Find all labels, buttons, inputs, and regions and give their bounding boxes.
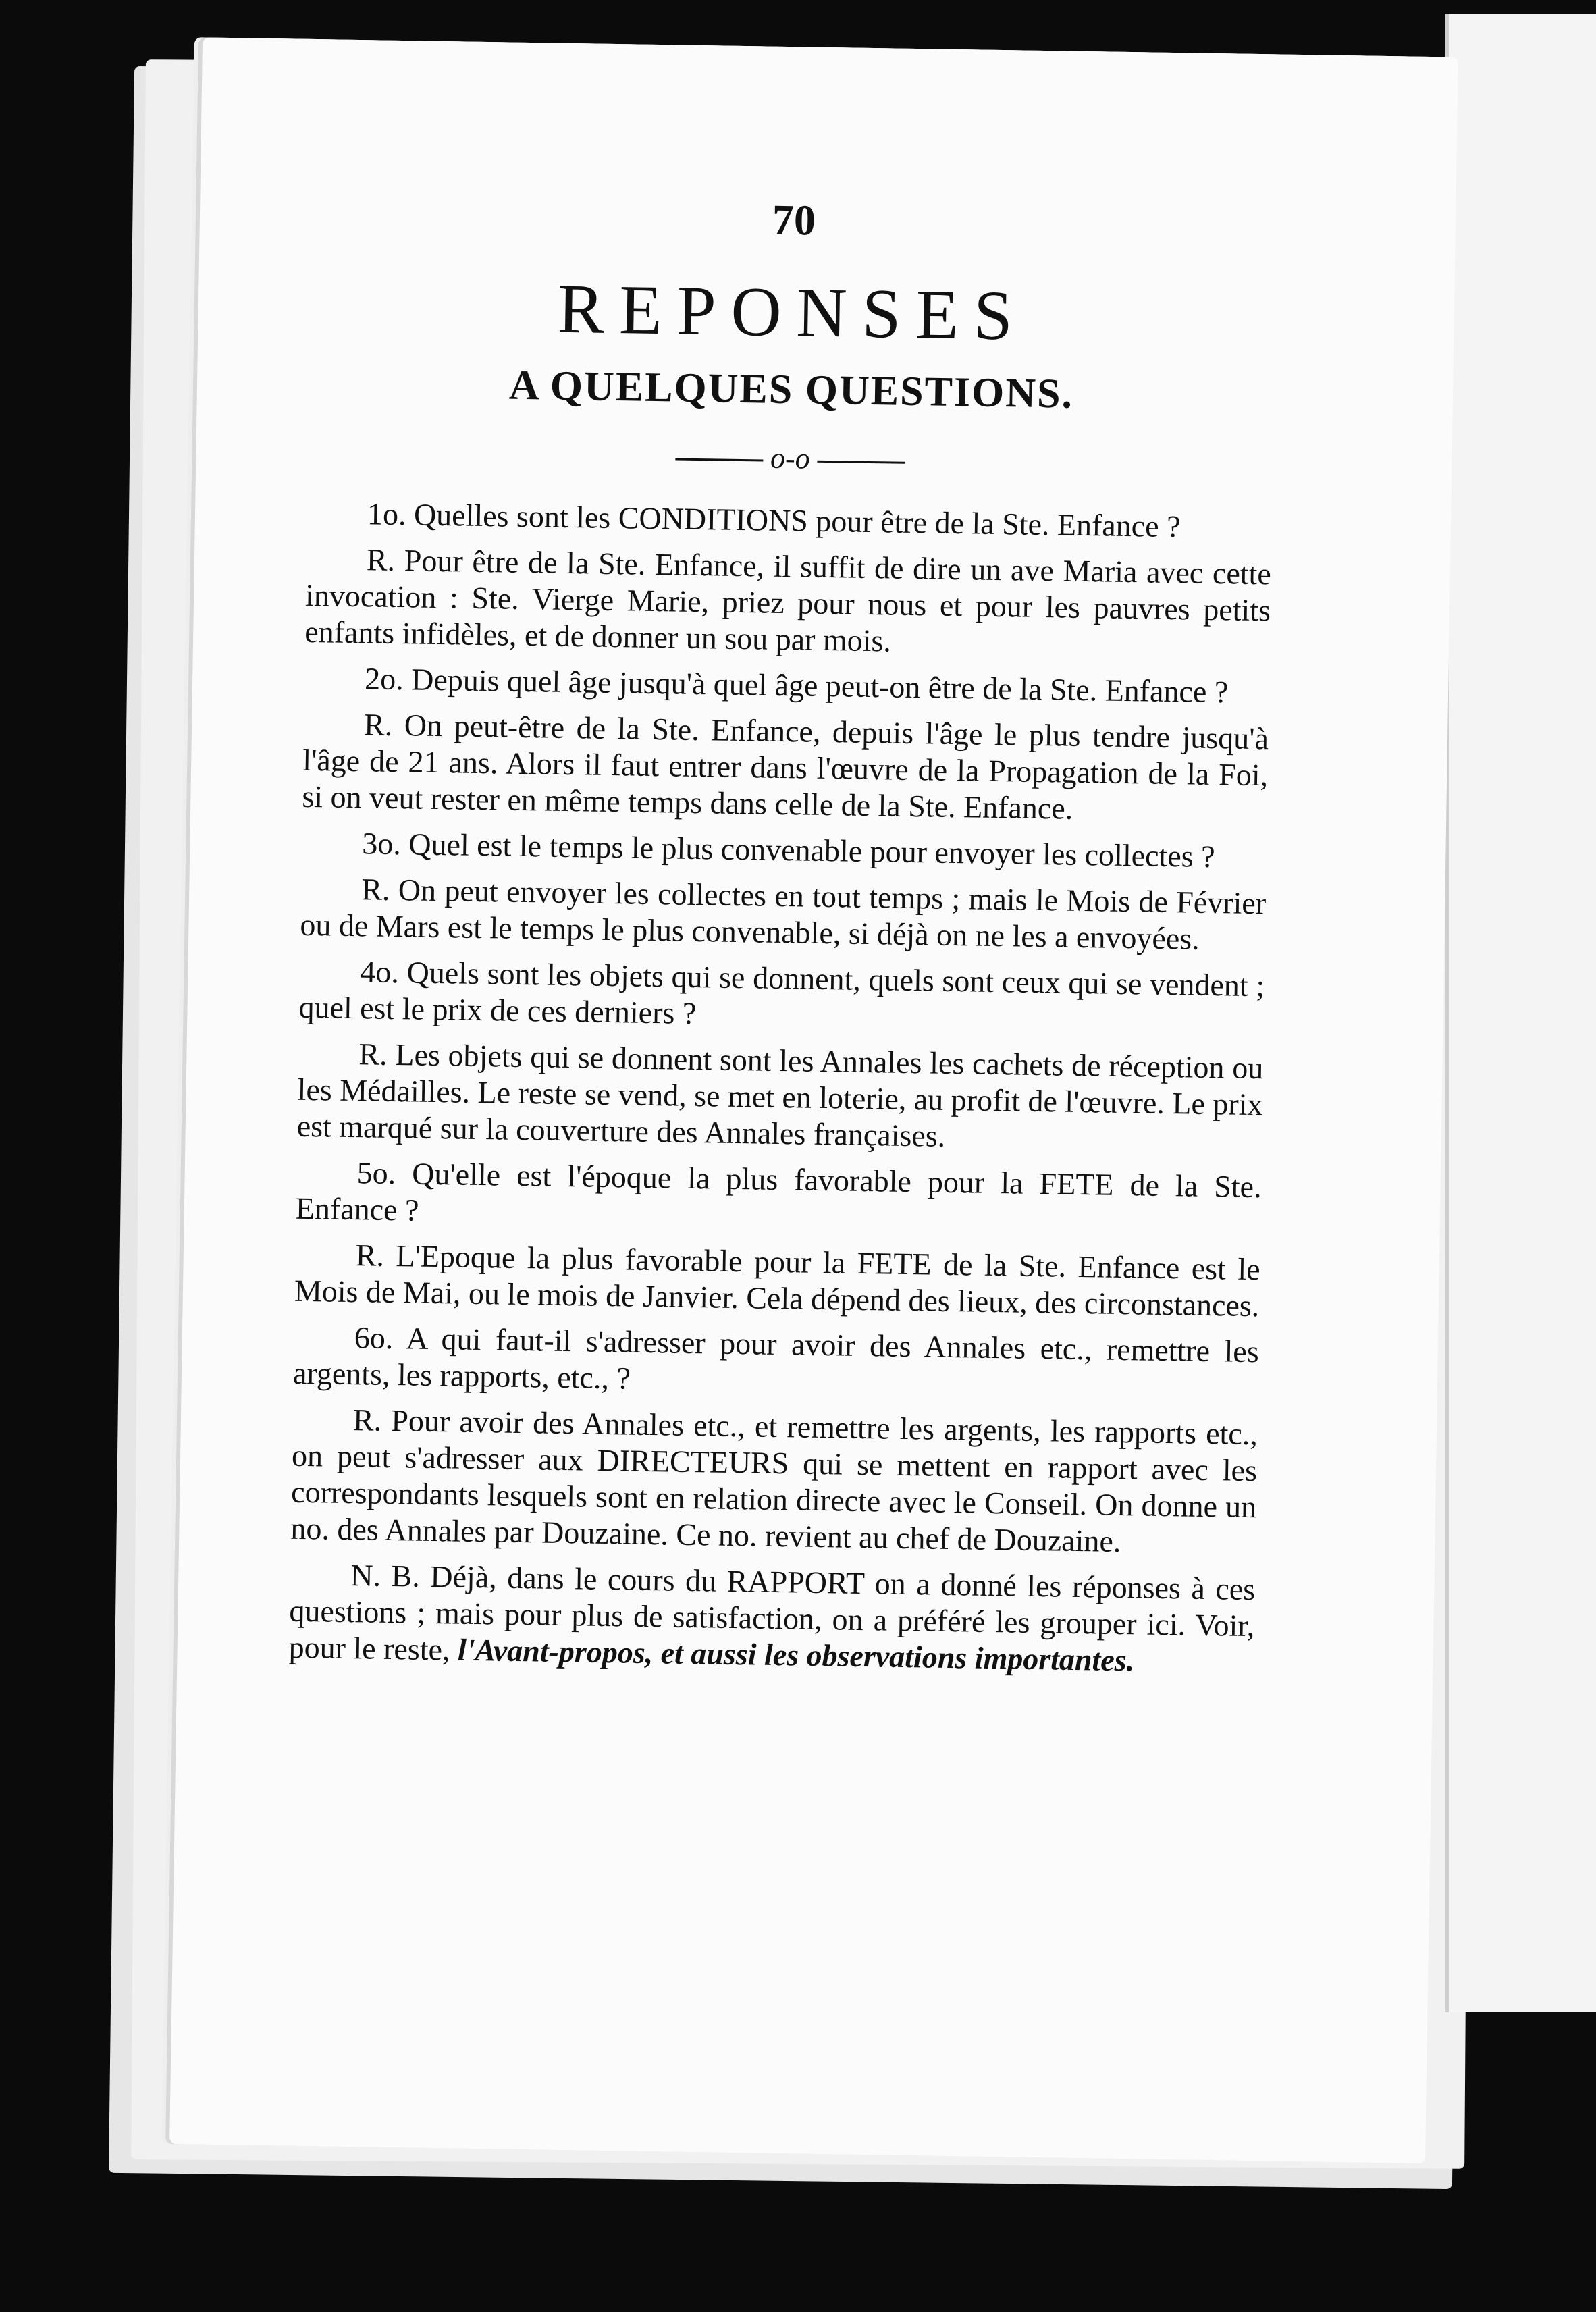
facing-page-edge: [1445, 14, 1596, 2012]
question-4: 4o. Quels sont les objets qui se donnent, quels sont ceux qui se vendent ; quel est le prix de ces derniers ?: [298, 954, 1265, 1031]
section-divider: [307, 434, 1273, 483]
page-title: REPONSES: [556, 269, 1028, 355]
book-page: [169, 37, 1458, 2163]
answer-5: R. L'Epoque la plus favorable pour la FETE de la Ste. Enfance est le Mois de Mai, ou le mois de Janvier. Cela dépend des lieux, des circonstances.: [294, 1238, 1261, 1323]
question-3: 3o. Quel est le temps le plus convenable pour envoyer les collectes ?: [361, 826, 1215, 874]
nota-bene-text: N. B. Déjà, dans le cours du RAPPORT on a donné les réponses à ces questions ; mais pour plus de satisfaction, on a préféré les grouper ici. Voir, pour le reste,: [288, 1558, 1256, 1667]
answer-4: R. Les objets qui se donnent sont les Annales les cachets de réception ou les Médailles. Le reste se vend, se met en loterie, au profit de l'œuvre. Le prix est marqué sur la couverture des Annales françaises.: [296, 1036, 1264, 1153]
divider-line-left: [675, 458, 763, 462]
answer-1: R. Pour être de la Ste. Enfance, il suffit de dire un ave Maria avec cette invocation : Ste. Vierge Marie, priez pour nous et pour les pauvres petits enfants infidèles, et de donner un sou par mois.: [304, 542, 1272, 658]
page-content: [288, 188, 1277, 1690]
answer-6: R. Pour avoir des Annales etc., et remettre les argents, les rapports etc., on peut s'adresser aux DIRECTEURS qui se mettent en rapport avec les correspondants lesquels sont en relation directe avec le Conseil. On donne un no. des Annales par Douzaine. Ce no. revient au chef de Douzaine.: [290, 1402, 1258, 1559]
question-6: 6o. A qui faut-il s'adresser pour avoir des Annales etc., remettre les argents, les rapports, etc., ?: [292, 1320, 1260, 1396]
answer-2: R. On peut-être de la Ste. Enfance, depuis l'âge le plus tendre jusqu'à l'âge de 21 ans. Alors il faut entrer dans l'œuvre de la Propagation de la Foi, si on veut rester en même temps dans celle de la Ste. Enfance.: [302, 707, 1269, 826]
nota-bene: [288, 1556, 1255, 1681]
answer-3: R. On peut envoyer les collectes en tout temps ; mais le Mois de Février ou de Mars est le temps le plus convenable, si déjà on ne les a envoyées.: [300, 872, 1267, 956]
page-number: 70: [772, 195, 816, 244]
divider-line-right: [818, 461, 905, 464]
divider-ornament: o-o: [770, 441, 811, 475]
question-5: 5o. Qu'elle est l'époque la plus favorable pour la FETE de la Ste. Enfance ?: [295, 1155, 1262, 1228]
question-2: 2o. Depuis quel âge jusqu'à quel âge peut-on être de la Ste. Enfance ?: [364, 661, 1229, 710]
nota-bene-emphasis: l'Avant-propos, et aussi les observations importantes.: [457, 1632, 1135, 1678]
question-1: 1o. Quelles sont les CONDITIONS pour être de la Ste. Enfance ?: [367, 496, 1181, 544]
page-subtitle: A QUELQUES QUESTIONS.: [508, 362, 1074, 417]
